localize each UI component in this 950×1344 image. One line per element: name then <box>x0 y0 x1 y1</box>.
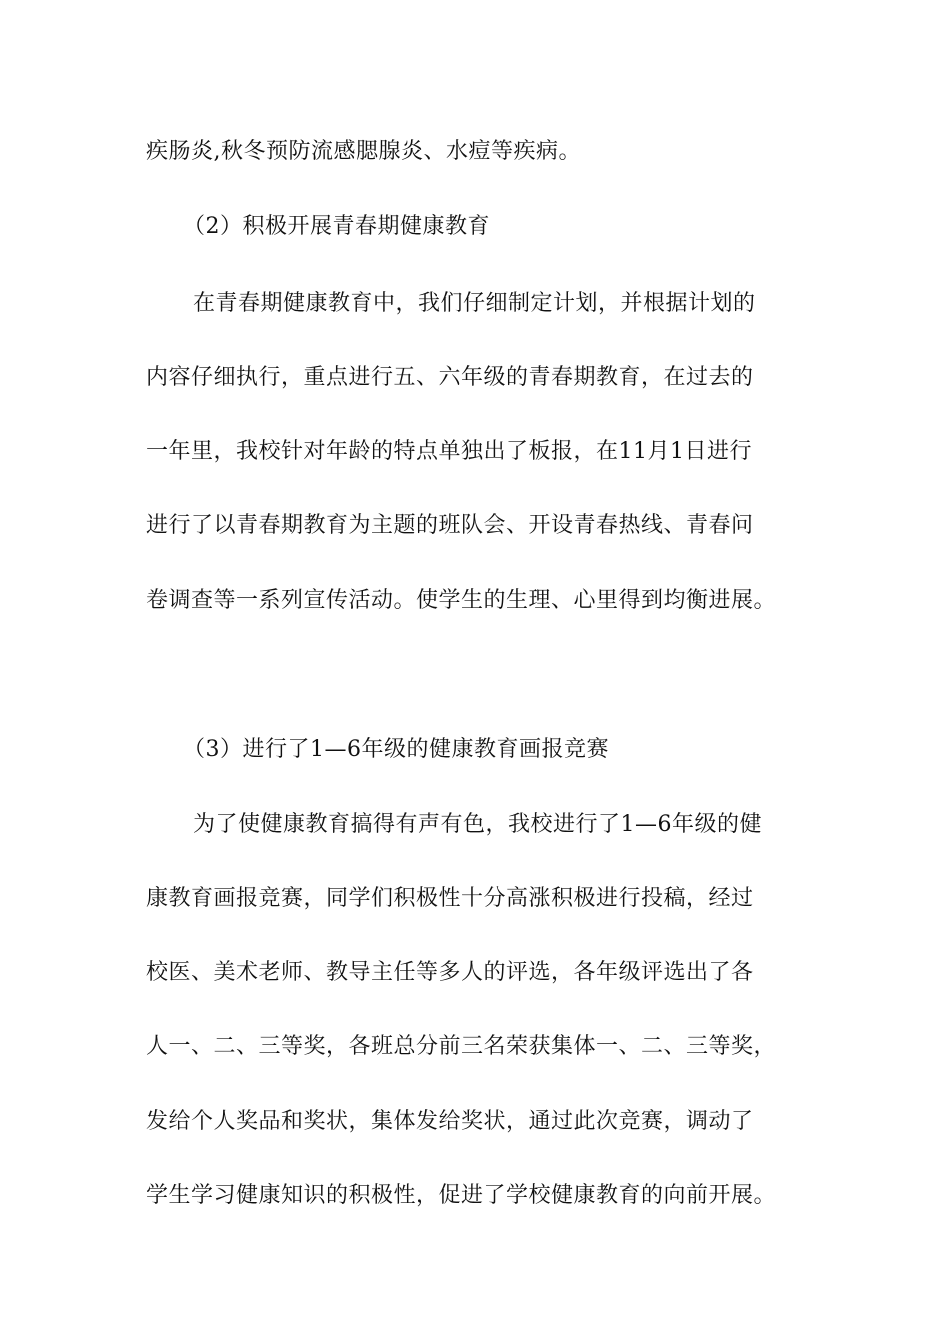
paragraph-line: 人一、二、三等奖，各班总分前三名荣获集体一、二、三等奖， <box>146 1034 777 1059</box>
paragraph-line: 在青春期健康教育中，我们仔细制定计划，并根据计划的 <box>193 291 756 316</box>
section-heading: （2）积极开展青春期健康教育 <box>183 214 490 239</box>
paragraph-line: 一年里，我校针对年龄的特点单独出了板报，在11月1日进行 <box>146 439 752 464</box>
text-line: 疾肠炎,秋冬预防流感腮腺炎、水痘等疾病。 <box>146 139 581 164</box>
paragraph-line: 内容仔细执行，重点进行五、六年级的青春期教育，在过去的 <box>146 365 754 390</box>
paragraph-line: 为了使健康教育搞得有声有色，我校进行了1—6年级的健 <box>193 812 762 837</box>
section-heading: （3）进行了1—6年级的健康教育画报竞赛 <box>183 737 609 762</box>
paragraph-line: 康教育画报竞赛，同学们积极性十分高涨积极进行投稿，经过 <box>146 886 754 911</box>
paragraph-line: 学生学习健康知识的积极性，促进了学校健康教育的向前开展。 <box>146 1183 777 1208</box>
paragraph-line: 发给个人奖品和奖状，集体发给奖状，通过此次竞赛，调动了 <box>146 1109 754 1134</box>
paragraph-line: 校医、美术老师、教导主任等多人的评选，各年级评选出了各 <box>146 960 754 985</box>
paragraph-line: 进行了以青春期教育为主题的班队会、开设青春热线、青春问 <box>146 513 754 538</box>
paragraph-line: 卷调查等一系列宣传活动。使学生的生理、心里得到均衡进展。 <box>146 588 777 613</box>
